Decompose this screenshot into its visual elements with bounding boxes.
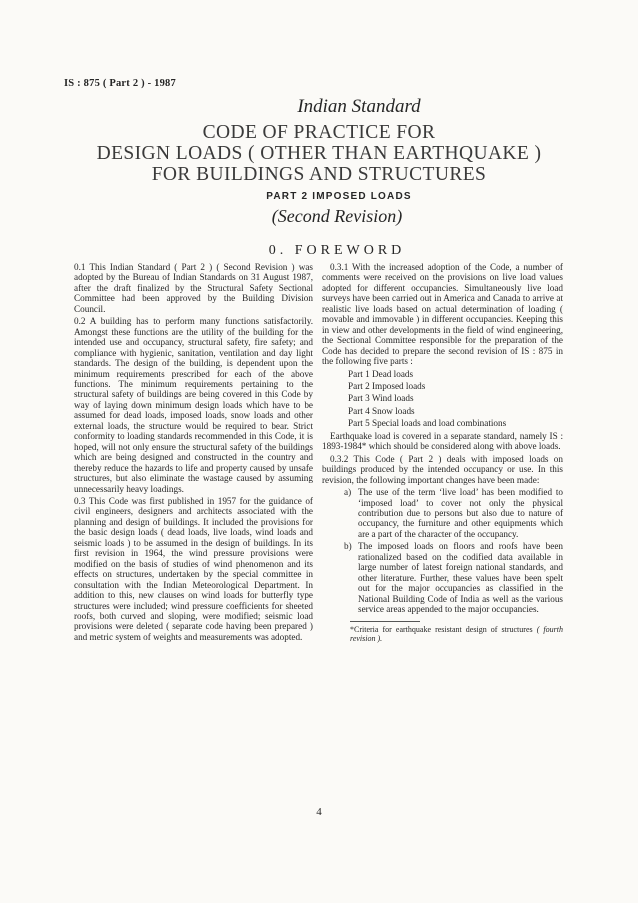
footnote xyxy=(322,625,563,644)
right-column xyxy=(322,262,563,644)
list-item: Part 3 Wind loads xyxy=(348,393,414,404)
foreword-heading: 0. FOREWORD xyxy=(268,243,406,258)
indian-standard-heading: Indian Standard xyxy=(297,96,421,117)
clause-0-2: 0.2 A building has to perform many functions satisfactorily. Amongst these functions are the utility of the building for the intended use and occupancy, structural safety, fire safety; and compliance with hygienic, sanitation, ventilation and day light standards. The design of the building, is dependent upon the minimum requirements prescribed for each of the above functions. The minimum requirements pertaining to the structural safety of buildings are being covered in this Code by way of laying down minimum design loads which have to be assumed for dead loads, imposed loads, snow loads and other external loads, the structure would be required to bear. Strict conformity to loading standards recommended in this Code, it is hoped, will not only ensure the structural safety of the buildings which are being designed and constructed in the country and thereby reduce the hazards to life and property caused by unsafe structures, but also eliminate the wastage caused by assuming unnecessarily heavy loadings. xyxy=(74,316,313,494)
list-item: Part 1 Dead loads xyxy=(348,368,414,379)
list-item-text: The imposed loads on floors and roofs have been rationalized based on the codified data available in large number of latest foreign national standards, and other literature. Further, these values have been spelt out for the major occupancies as classified in the National Building Code of India as well as the various service areas appended to the major occupancies. xyxy=(358,541,563,615)
title-line-1: CODE OF PRACTICE FOR xyxy=(202,122,436,143)
revision-heading: (Second Revision) xyxy=(271,206,403,226)
list-item: Part 5 Special loads and load combinations xyxy=(348,418,507,429)
list-marker: b) xyxy=(344,541,352,552)
part-heading: PART 2 IMPOSED LOADS xyxy=(266,191,412,202)
earthquake-note: Earthquake load is covered in a separate standard, namely IS : 1893-1984* which should be considered along with above loads. xyxy=(322,430,563,452)
list-marker: a) xyxy=(344,487,352,498)
clause-0-3-2: 0.3.2 This Code ( Part 2 ) deals with imposed loads on buildings produced by the intended occupancy or use. In this revision, the following important changes have been made: xyxy=(322,453,563,485)
footnote-text: *Criteria for earthquake resistant design of structures xyxy=(350,624,533,634)
list-item xyxy=(322,487,563,539)
footnote-divider xyxy=(350,621,420,622)
clause-0-3-1: 0.3.1 With the increased adoption of the Code, a number of comments were received on the provisions on live load values adopted for different occupancies. Simultaneously live load surveys have been carried out in America and Canada to arrive at realistic live loads based on actual determination of loading ( movable and immovable ) in different occupancies. Keeping this in view and other developments in the field of wind engineering, the Sectional Committee responsible for the preparation of the Code has decided to prepare the second revision of IS : 875 in the following five parts : xyxy=(322,262,563,367)
parts-list xyxy=(322,369,563,429)
left-column xyxy=(74,262,313,644)
changes-list xyxy=(322,487,563,614)
list-item-text: The use of the term ‘live load’ has been modified to ‘imposed load’ to cover not only the physical contribution due to persons but also due to nature of occupancy, the furniture and other equipments which are a part of the character of the occupancy. xyxy=(358,487,563,539)
list-item: Part 2 Imposed loads xyxy=(348,380,426,391)
list-item: Part 4 Snow loads xyxy=(348,405,415,416)
clause-0-1: 0.1 This Indian Standard ( Part 2 ) ( Second Revision ) was adopted by the Bureau of Indian Standards on 31 August 1987, after the draft finalized by the Structural Safety Sectional Committee had been approved by the Building Division Council. xyxy=(74,262,313,314)
page-number: 4 xyxy=(316,806,322,818)
clause-0-3: 0.3 This Code was first published in 1957 for the guidance of civil engineers, designers and architects associated with the planning and design of buildings. It included the provisions for the basic design loads ( dead loads, live loads, wind loads and seismic loads ) to be assumed in the design of buildings. In its first revision in 1964, the wind pressure provisions were modified on the basis of studies of wind phenomenon and its effects on structures, undertaken by the special committee in consultation with the Indian Meteorological Department. In addition to this, new clauses on wind loads for butterfly type structures were included; wind pressure coefficients for sheeted roofs, both curved and sloping, were modified; seismic load provisions were deleted ( separate code having been prepared ) and metric system of weights and measurements was adopted. xyxy=(74,495,313,642)
title-line-3: FOR BUILDINGS AND STRUCTURES xyxy=(151,164,487,185)
footnote-italic: ( fourth revision ). xyxy=(350,624,563,643)
title-line-2: DESIGN LOADS ( OTHER THAN EARTHQUAKE ) xyxy=(96,143,542,164)
list-item xyxy=(322,541,563,614)
standard-reference: IS : 875 ( Part 2 ) - 1987 xyxy=(64,78,176,89)
